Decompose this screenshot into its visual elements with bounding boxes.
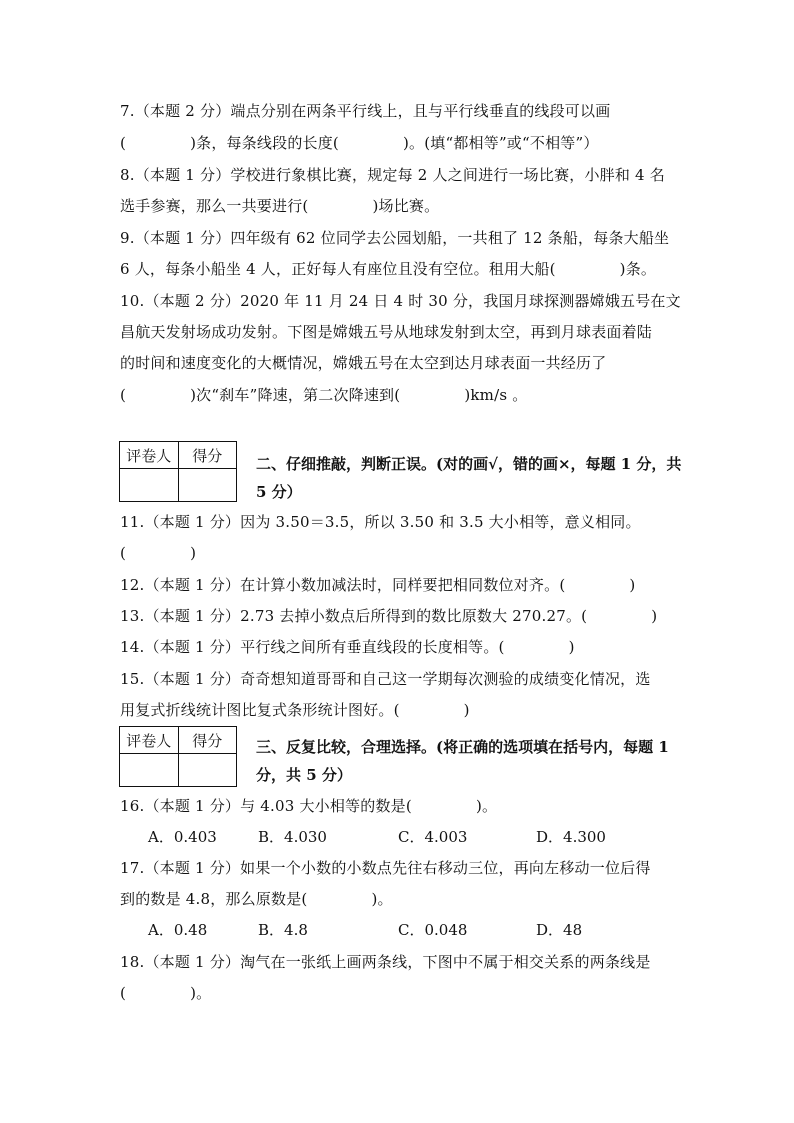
question-9-line-1: 9.（本题 1 分）四年级有 62 位同学去公园划船，一共租了 12 条船，每条大船坐 [120,229,670,247]
question-15-line-2: 用复式折线统计图比复式条形统计图好。( ) [120,701,470,719]
grader-cell[interactable] [120,754,179,787]
question-9-line-2: 6 人，每条小船坐 4 人，正好每人有座位且没有空位。租用大船( )条。 [120,260,657,278]
option-a[interactable]: A．0.403 [148,828,217,846]
question-10-line-3: 的时间和速度变化的大概情况，嫦娥五号在太空到达月球表面一共经历了 [120,354,607,372]
option-b[interactable]: B．4.030 [258,828,327,846]
option-c[interactable]: C．4.003 [398,828,468,846]
question-18-line-1: 18.（本题 1 分）淘气在一张纸上画两条线，下图中不属于相交关系的两条线是 [120,953,651,971]
question-10-line-4: ( )次“刹车”降速，第二次降速到( )km/s 。 [120,386,528,404]
option-c[interactable]: C．0.048 [398,921,468,939]
question-17-line-1: 17.（本题 1 分）如果一个小数的小数点先往右移动三位，再向左移动一位后得 [120,859,651,877]
score-header: 得分 [178,727,237,754]
score-header: 得分 [178,442,237,469]
question-10-line-2: 昌航天发射场成功发射。下图是嫦娥五号从地球发射到太空，再到月球表面着陆 [120,323,653,341]
option-d[interactable]: D．48 [536,921,583,939]
section-2-title: 二、仔细推敲，判断正误。(对的画√，错的画×，每题 1 分，共 5 分） [256,455,682,501]
score-cell[interactable] [178,754,237,787]
score-table [119,441,237,502]
question-7-line-1: 7.（本题 2 分）端点分别在两条平行线上，且与平行线垂直的线段可以画 [120,102,611,120]
question-7-line-2: ( )条，每条线段的长度( )。(填“都相等”或“不相等”） [120,134,599,152]
question-8-line-2: 选手参赛，那么一共要进行( )场比赛。 [120,197,440,215]
question-18-line-2: ( )。 [120,984,212,1002]
question-10-line-1: 10.（本题 2 分）2020 年 11 月 24 日 4 时 30 分，我国月球探测器嫦娥五号在文 [120,292,681,310]
question-17-line-2: 到的数是 4.8，那么原数是( )。 [120,890,393,908]
question-8-line-1: 8.（本题 1 分）学校进行象棋比赛，规定每 2 人之间进行一场比赛，小胖和 4 名 [120,166,665,184]
grader-header: 评卷人 [120,442,179,469]
section-3-title: 三、反复比较，合理选择。(将正确的选项填在括号内，每题 1 分，共 5 分） [256,738,669,784]
grader-cell[interactable] [120,469,179,502]
grader-header: 评卷人 [120,727,179,754]
option-b[interactable]: B．4.8 [258,921,308,939]
question-11-line-1: 11.（本题 1 分）因为 3.50＝3.5，所以 3.50 和 3.5 大小相等，意义相同。 [120,513,641,531]
question-13: 13.（本题 1 分）2.73 去掉小数点后所得到的数比原数大 270.27。( ) [120,607,658,625]
score-table [119,726,237,787]
question-11-line-2: ( ) [120,544,197,562]
option-a[interactable]: A．0.48 [148,921,208,939]
score-cell[interactable] [178,469,237,502]
question-12: 12.（本题 1 分）在计算小数加减法时，同样要把相同数位对齐。( ) [120,576,636,594]
question-15-line-1: 15.（本题 1 分）奇奇想知道哥哥和自己这一学期每次测验的成绩变化情况，选 [120,670,651,688]
question-14: 14.（本题 1 分）平行线之间所有垂直线段的长度相等。( ) [120,638,575,656]
option-d[interactable]: D．4.300 [536,828,606,846]
question-16: 16.（本题 1 分）与 4.03 大小相等的数是( )。 [120,797,498,815]
